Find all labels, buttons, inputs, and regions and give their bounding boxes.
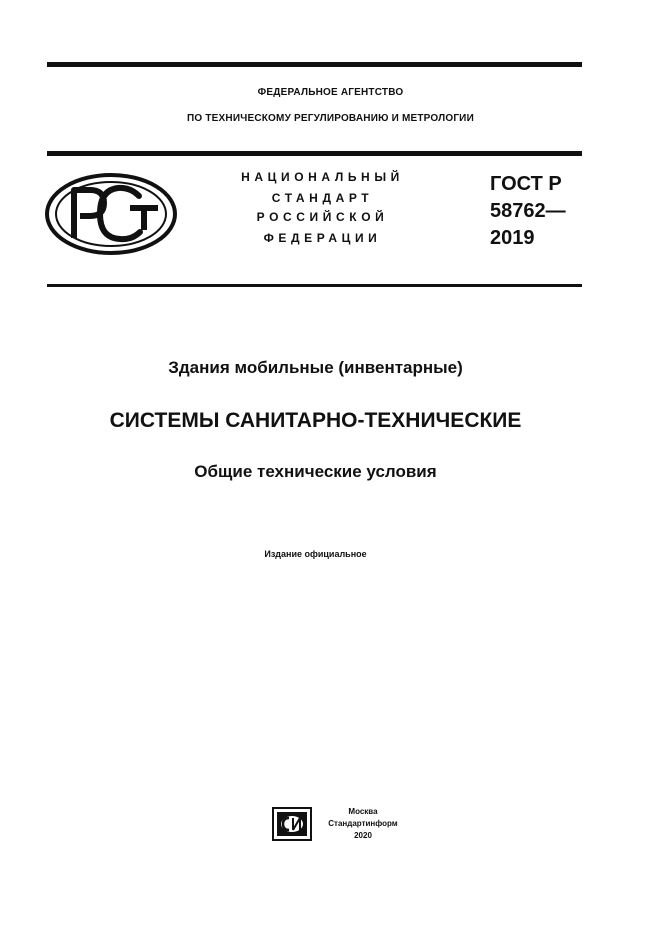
agency-line-2: ПО ТЕХНИЧЕСКОМУ РЕГУЛИРОВАНИЮ И МЕТРОЛОГИИ xyxy=(187,113,474,124)
gost-designation-3: 2019 xyxy=(490,227,535,249)
standard-line-3: РОССИЙСКОЙ xyxy=(256,210,389,224)
edition-label: Издание официальное xyxy=(264,549,367,559)
standartinform-logo-icon xyxy=(272,807,312,841)
gost-designation-1: ГОСТ Р xyxy=(490,173,562,195)
header-rule xyxy=(47,151,582,156)
standard-line-4: ФЕДЕРАЦИИ xyxy=(263,231,382,245)
standard-line-2: СТАНДАРТ xyxy=(271,191,374,205)
rst-logo-icon xyxy=(44,172,178,256)
document-title-line-3: Общие технические условия xyxy=(194,462,437,481)
document-title-line-1: Здания мобильные (инвентарные) xyxy=(168,358,463,377)
agency-line-1: ФЕДЕРАЛЬНОЕ АГЕНТСТВО xyxy=(257,87,404,98)
document-title-line-2: СИСТЕМЫ САНИТАРНО-ТЕХНИЧЕСКИЕ xyxy=(109,409,522,432)
publisher-name: Стандартинформ xyxy=(328,819,398,828)
top-rule xyxy=(47,62,582,67)
publisher-year: 2020 xyxy=(354,831,372,840)
publisher-city: Москва xyxy=(348,807,378,816)
standard-block-rule xyxy=(47,284,582,287)
standard-line-1: НАЦИОНАЛЬНЫЙ xyxy=(241,170,404,184)
gost-designation-2: 58762— xyxy=(490,200,566,222)
